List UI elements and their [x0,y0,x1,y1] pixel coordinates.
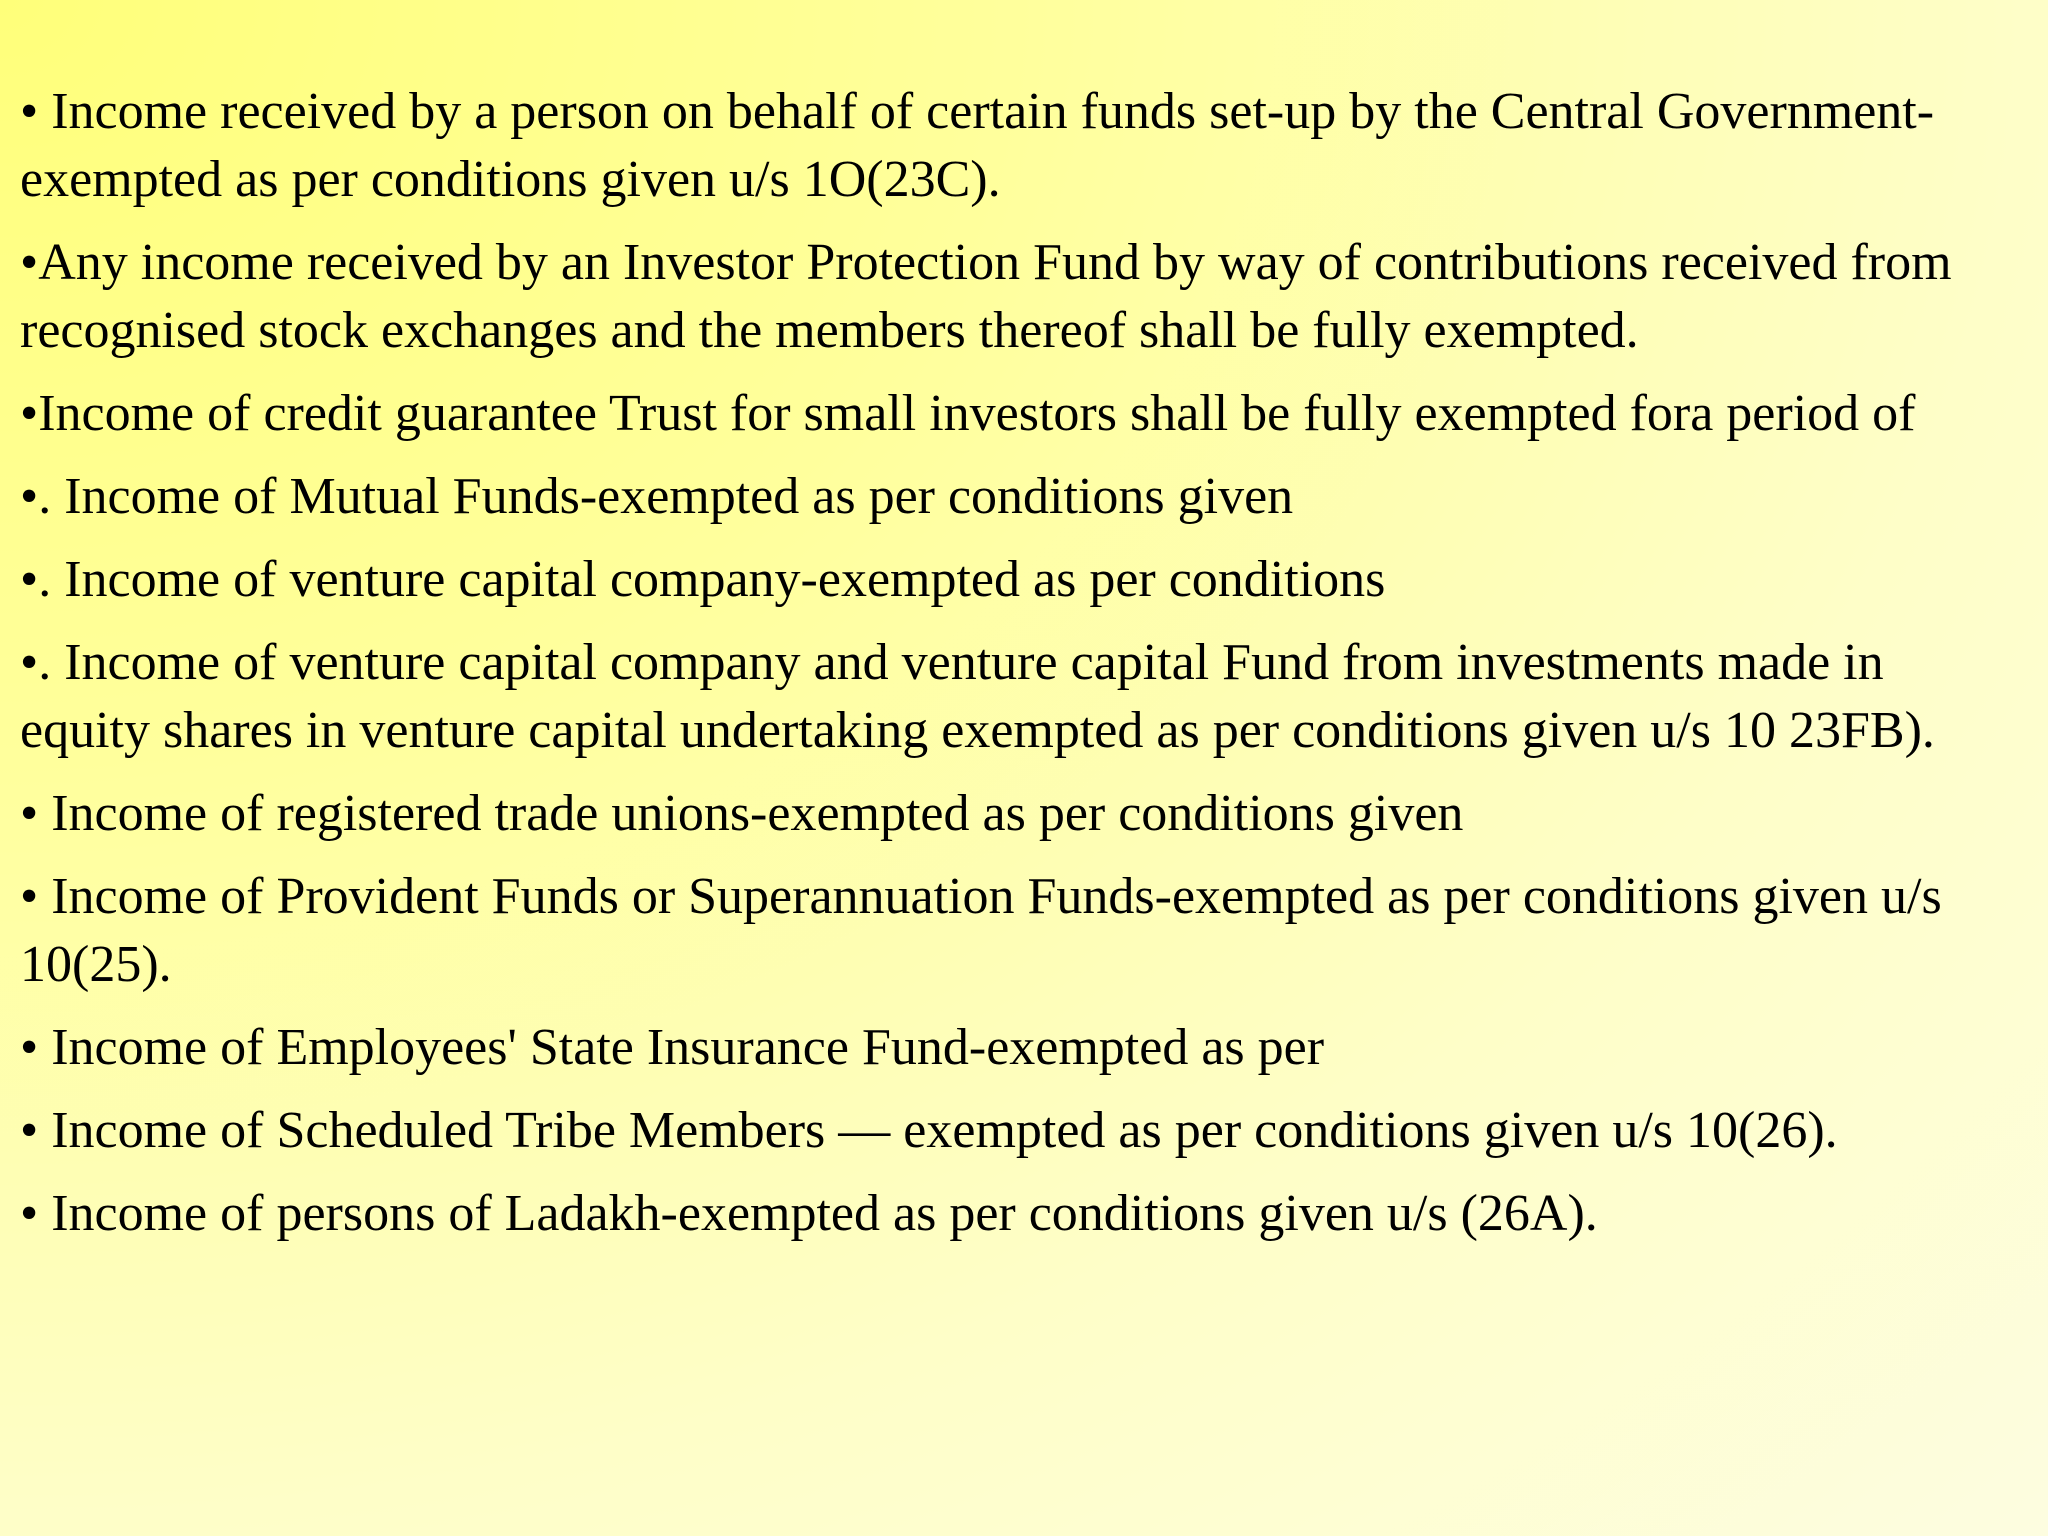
bullet-venture-capital-fund: •. Income of venture capital company and venture capital Fund from investments made in equity shares in venture capital undertaking exempted as per conditions given u/s 10 23FB). [20,634,1935,759]
bullet-scheduled-tribe: • Income of Scheduled Tribe Members — exempted as per conditions given u/s 10(26). [20,1102,1838,1159]
bullet-investor-protection-fund: •Any income received by an Investor Protection Fund by way of contributions received from recognised stock exchanges and the members thereof shall be fully exempted. [20,234,1952,359]
bullet-credit-guarantee-trust: •Income of credit guarantee Trust for small investors shall be fully exempted fora period of [20,385,1916,442]
bullet-esi-fund: • Income of Employees' State Insurance Fund-exempted as per [20,1019,1325,1076]
bullet-venture-capital-company: •. Income of venture capital company-exempted as per conditions [20,551,1386,608]
bullet-ladakh: • Income of persons of Ladakh-exempted as per conditions given u/s (26A). [20,1185,1598,1242]
bullet-trade-unions: • Income of registered trade unions-exempted as per conditions given [20,785,1464,842]
bullet-funds-central-government: • Income received by a person on behalf of certain funds set-up by the Central Government-exempted as per conditions given u/s 1O(23C). [20,83,1935,208]
bullet-provident-funds: • Income of Provident Funds or Superannuation Funds-exempted as per conditions given u/s 10(25). [20,868,1942,993]
bullet-mutual-funds: •. Income of Mutual Funds-exempted as per conditions given [20,468,1294,525]
